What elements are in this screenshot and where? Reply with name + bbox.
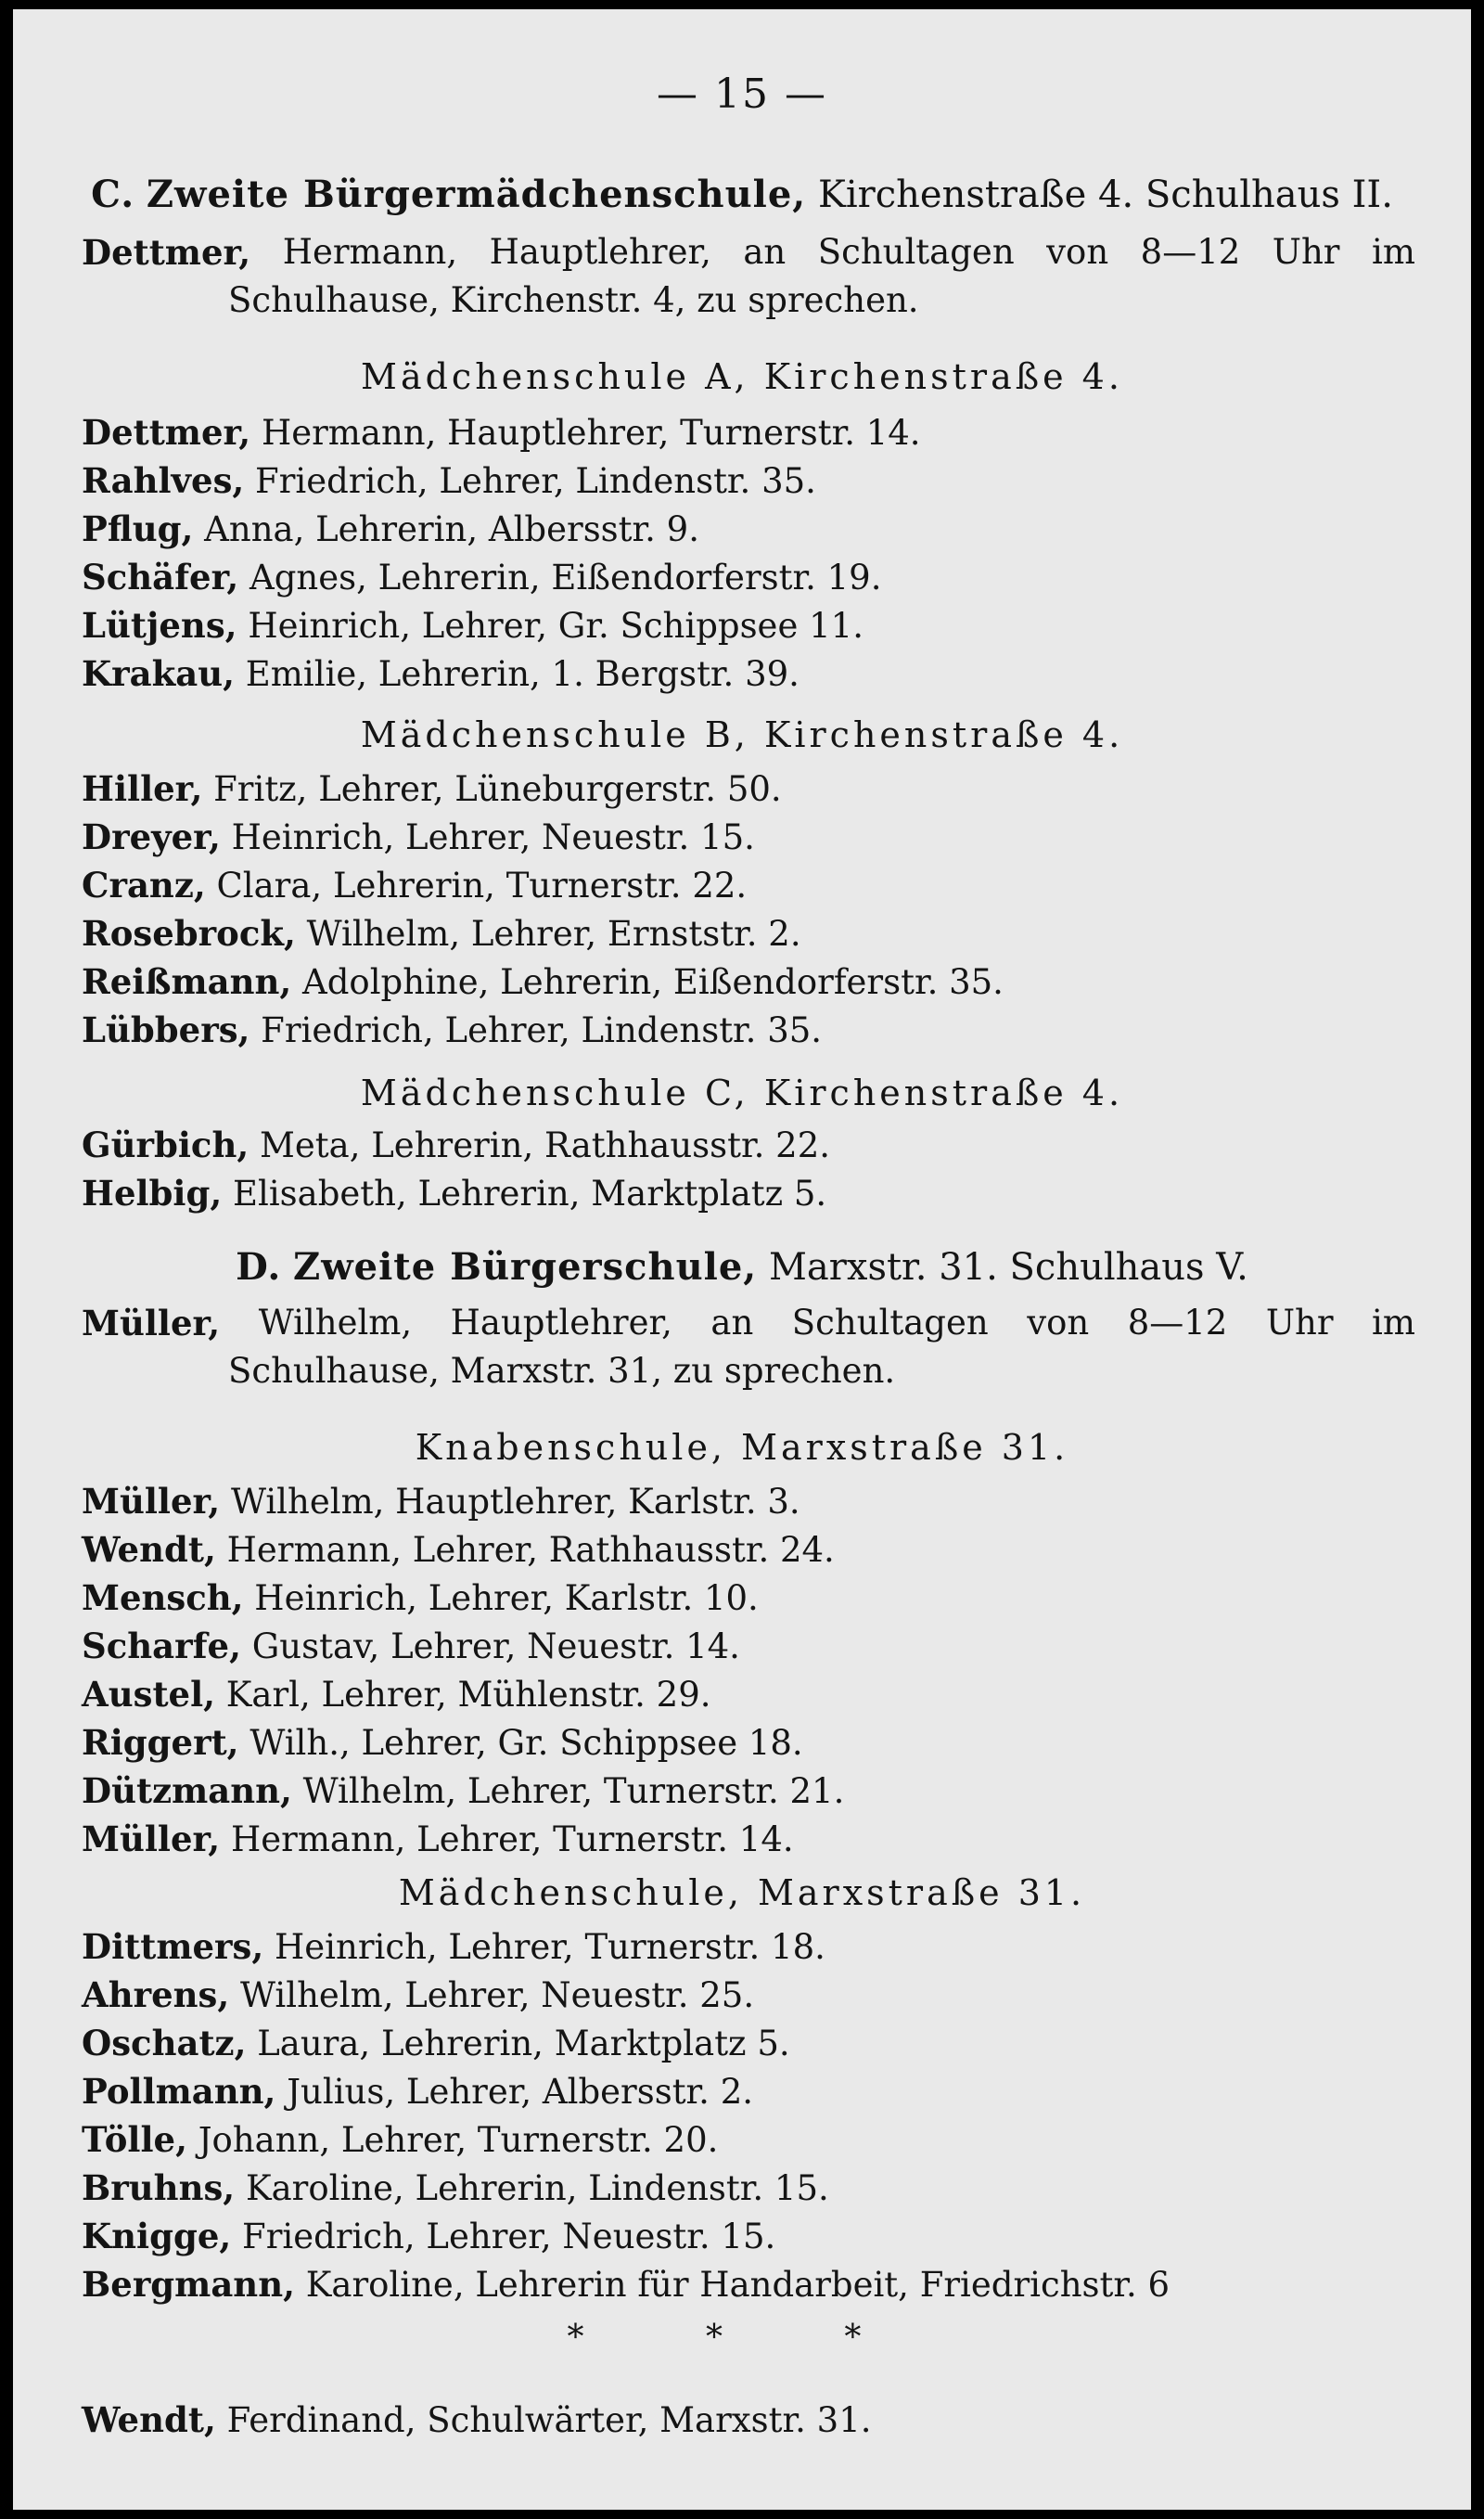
entry-name: Rosebrock, bbox=[82, 913, 296, 954]
intro-word: Hermann, bbox=[282, 232, 458, 272]
list-item bbox=[82, 1815, 1415, 1864]
list-item bbox=[82, 1971, 1415, 2020]
entry-details: Heinrich, Lehrer, Gr. Schippsee 11. bbox=[237, 606, 864, 646]
entry-details: Hermann, Lehrer, Turnerstr. 14. bbox=[220, 1819, 794, 1859]
list-item bbox=[82, 2115, 1415, 2165]
entry-name: Dreyer, bbox=[82, 816, 221, 857]
list-item bbox=[82, 2067, 1415, 2116]
entry-name: Dützmann, bbox=[82, 1770, 292, 1811]
entry-name: Reißmann, bbox=[82, 961, 292, 1002]
entry-details: Wilh., Lehrer, Gr. Schippsee 18. bbox=[238, 1723, 803, 1763]
intro-word: Uhr bbox=[1265, 1303, 1334, 1343]
intro-word: von bbox=[1046, 232, 1109, 272]
list-item bbox=[82, 2212, 1415, 2261]
intro-word: Dettmer, bbox=[82, 232, 251, 273]
entry-details: Hermann, Lehrer, Rathhausstr. 24. bbox=[215, 1530, 835, 1570]
entry-details: Heinrich, Lehrer, Karlstr. 10. bbox=[243, 1578, 759, 1618]
subheading-maedchenschule: Mädchenschule, Marxstraße 31. bbox=[398, 1872, 1086, 1913]
section-c-heading bbox=[13, 169, 1471, 221]
entry-details: Heinrich, Lehrer, Turnerstr. 18. bbox=[263, 1927, 825, 1967]
intro-word: Schultagen bbox=[817, 232, 1015, 272]
entry-details: Adolphine, Lehrerin, Eißendorferstr. 35. bbox=[291, 962, 1004, 1002]
intro-word: im bbox=[1372, 1303, 1415, 1343]
entry-name: Wendt, bbox=[82, 1529, 216, 1570]
entry-name: Schäfer, bbox=[82, 557, 239, 598]
entry-name: Austel, bbox=[82, 1674, 216, 1715]
section-d-heading bbox=[13, 1241, 1471, 1293]
entry-details: Elisabeth, Lehrerin, Marktplatz 5. bbox=[222, 1174, 827, 1214]
list-item bbox=[82, 1718, 1415, 1767]
entry-details: Anna, Lehrerin, Albersstr. 9. bbox=[193, 509, 699, 549]
entry-name: Cranz, bbox=[82, 865, 206, 906]
subheading-knabenschule: Knabenschule, Marxstraße 31. bbox=[415, 1427, 1069, 1468]
intro-word: Hauptlehrer, bbox=[450, 1303, 672, 1343]
footer-entry-details: Ferdinand, Schulwärter, Marxstr. 31. bbox=[215, 2400, 872, 2440]
footer-entry-name: Wendt, bbox=[82, 2399, 216, 2440]
subheading-maedchenschule-b: Mädchenschule B, Kirchenstraße 4. bbox=[360, 714, 1124, 755]
section-c-intro-line2: Schulhause, Kirchenstr. 4, zu sprechen. bbox=[228, 280, 919, 320]
list-item bbox=[82, 813, 1415, 862]
subheading-maedchenschule-a: Mädchenschule A, Kirchenstraße 4. bbox=[361, 356, 1123, 397]
entry-details: Gustav, Lehrer, Neuestr. 14. bbox=[240, 1626, 740, 1666]
entry-details: Friedrich, Lehrer, Neuestr. 15. bbox=[231, 2217, 776, 2256]
list-item bbox=[82, 957, 1415, 1007]
entry-details: Johann, Lehrer, Turnerstr. 20. bbox=[186, 2120, 719, 2160]
list-item bbox=[82, 649, 1415, 699]
entry-name: Pflug, bbox=[82, 508, 194, 549]
list-item bbox=[82, 2164, 1415, 2213]
entry-name: Helbig, bbox=[82, 1173, 223, 1214]
entry-name: Tölle, bbox=[82, 2119, 187, 2160]
section-d-address: Marxstr. 31. Schulhaus V. bbox=[768, 1246, 1248, 1289]
list-item bbox=[82, 1767, 1415, 1816]
entry-details: Karoline, Lehrerin für Handarbeit, Friedrichstr. 6 bbox=[295, 2265, 1171, 2305]
entry-details: Wilhelm, Lehrer, Neuestr. 25. bbox=[229, 1975, 755, 2015]
subheading-maedchenschule-c: Mädchenschule C, Kirchenstraße 4. bbox=[360, 1073, 1124, 1113]
entry-name: Gürbich, bbox=[82, 1125, 249, 1165]
entry-details: Friedrich, Lehrer, Lindenstr. 35. bbox=[244, 461, 816, 501]
list-item bbox=[82, 1169, 1415, 1218]
intro-word: Müller, bbox=[82, 1303, 221, 1343]
entry-details: Laura, Lehrerin, Marktplatz 5. bbox=[246, 2024, 790, 2063]
intro-word: 8—12 bbox=[1127, 1303, 1228, 1343]
list-item bbox=[82, 1922, 1415, 1972]
entry-name: Lütjens, bbox=[82, 605, 237, 646]
entry-name: Lübbers, bbox=[82, 1009, 250, 1050]
list-item bbox=[82, 765, 1415, 814]
list-item bbox=[82, 1477, 1415, 1526]
entry-details: Wilhelm, Lehrer, Ernststr. 2. bbox=[295, 914, 801, 954]
list-item bbox=[82, 1121, 1415, 1170]
entry-name: Rahlves, bbox=[82, 460, 245, 501]
list-item bbox=[82, 2260, 1415, 2309]
list-item bbox=[82, 456, 1415, 506]
entry-details: Heinrich, Lehrer, Neuestr. 15. bbox=[220, 817, 755, 857]
section-d-intro-line2: Schulhause, Marxstr. 31, zu sprechen. bbox=[228, 1351, 896, 1391]
entry-name: Krakau, bbox=[82, 653, 236, 694]
section-d-title: Zweite Bürgerschule, bbox=[293, 1245, 758, 1289]
entry-name: Pollmann, bbox=[82, 2071, 276, 2112]
section-separator-stars: * * * bbox=[567, 2319, 917, 2357]
entry-name: Müller, bbox=[82, 1481, 221, 1522]
list-item bbox=[82, 909, 1415, 958]
intro-word: an bbox=[743, 232, 787, 272]
entry-details: Karl, Lehrer, Mühlenstr. 29. bbox=[215, 1675, 711, 1715]
entry-name: Bergmann, bbox=[82, 2264, 295, 2305]
intro-word: Wilhelm, bbox=[258, 1303, 413, 1343]
list-item bbox=[82, 1525, 1415, 1574]
entry-name: Dittmers, bbox=[82, 1926, 264, 1967]
section-c-title: Zweite Bürgermädchenschule, bbox=[146, 173, 807, 216]
page-number: — 15 — bbox=[657, 71, 827, 118]
entry-details: Emilie, Lehrerin, 1. Bergstr. 39. bbox=[235, 654, 800, 694]
entry-name: Knigge, bbox=[82, 2216, 232, 2256]
intro-word: von bbox=[1027, 1303, 1090, 1343]
document-page bbox=[13, 9, 1471, 2510]
entry-details: Meta, Lehrerin, Rathhausstr. 22. bbox=[249, 1125, 830, 1165]
entry-name: Hiller, bbox=[82, 768, 203, 809]
list-item bbox=[82, 408, 1415, 457]
entry-name: Oschatz, bbox=[82, 2023, 247, 2063]
list-item bbox=[82, 1670, 1415, 1719]
entry-details: Friedrich, Lehrer, Lindenstr. 35. bbox=[249, 1010, 823, 1050]
footer-entry bbox=[82, 2396, 1415, 2445]
entry-name: Scharfe, bbox=[82, 1626, 241, 1666]
entry-name: Mensch, bbox=[82, 1577, 244, 1618]
list-item bbox=[82, 1006, 1415, 1055]
entry-name: Riggert, bbox=[82, 1722, 239, 1763]
entry-details: Fritz, Lehrer, Lüneburgerstr. 50. bbox=[202, 769, 782, 809]
list-item bbox=[82, 2019, 1415, 2068]
intro-word: Uhr bbox=[1272, 232, 1340, 272]
section-d-intro-line1 bbox=[82, 1299, 1415, 1347]
entry-details: Julius, Lehrer, Albersstr. 2. bbox=[275, 2072, 754, 2112]
list-item bbox=[82, 861, 1415, 910]
intro-word: Schultagen bbox=[791, 1303, 989, 1343]
section-c-intro-line1 bbox=[82, 228, 1415, 276]
list-item bbox=[82, 601, 1415, 650]
intro-word: im bbox=[1372, 232, 1415, 272]
intro-word: Hauptlehrer, bbox=[489, 232, 711, 272]
section-c-letter: C. bbox=[91, 173, 135, 216]
list-item bbox=[82, 553, 1415, 602]
list-item bbox=[82, 1574, 1415, 1623]
list-item bbox=[82, 1622, 1415, 1671]
entry-details: Clara, Lehrerin, Turnerstr. 22. bbox=[205, 866, 748, 906]
section-c-address: Kirchenstraße 4. Schulhaus II. bbox=[817, 174, 1393, 216]
entry-details: Hermann, Hauptlehrer, Turnerstr. 14. bbox=[250, 413, 921, 453]
entry-name: Müller, bbox=[82, 1819, 221, 1859]
section-d-letter: D. bbox=[236, 1245, 282, 1289]
intro-word: an bbox=[710, 1303, 754, 1343]
entry-details: Karoline, Lehrerin, Lindenstr. 15. bbox=[235, 2168, 829, 2208]
entry-details: Agnes, Lehrerin, Eißendorferstr. 19. bbox=[238, 558, 882, 598]
entry-name: Ahrens, bbox=[82, 1974, 230, 2015]
intro-word: 8—12 bbox=[1140, 232, 1241, 272]
entry-details: Wilhelm, Hauptlehrer, Karlstr. 3. bbox=[220, 1482, 800, 1522]
entry-details: Wilhelm, Lehrer, Turnerstr. 21. bbox=[291, 1771, 845, 1811]
entry-name: Bruhns, bbox=[82, 2167, 236, 2208]
list-item bbox=[82, 505, 1415, 554]
entry-name: Dettmer, bbox=[82, 412, 251, 453]
